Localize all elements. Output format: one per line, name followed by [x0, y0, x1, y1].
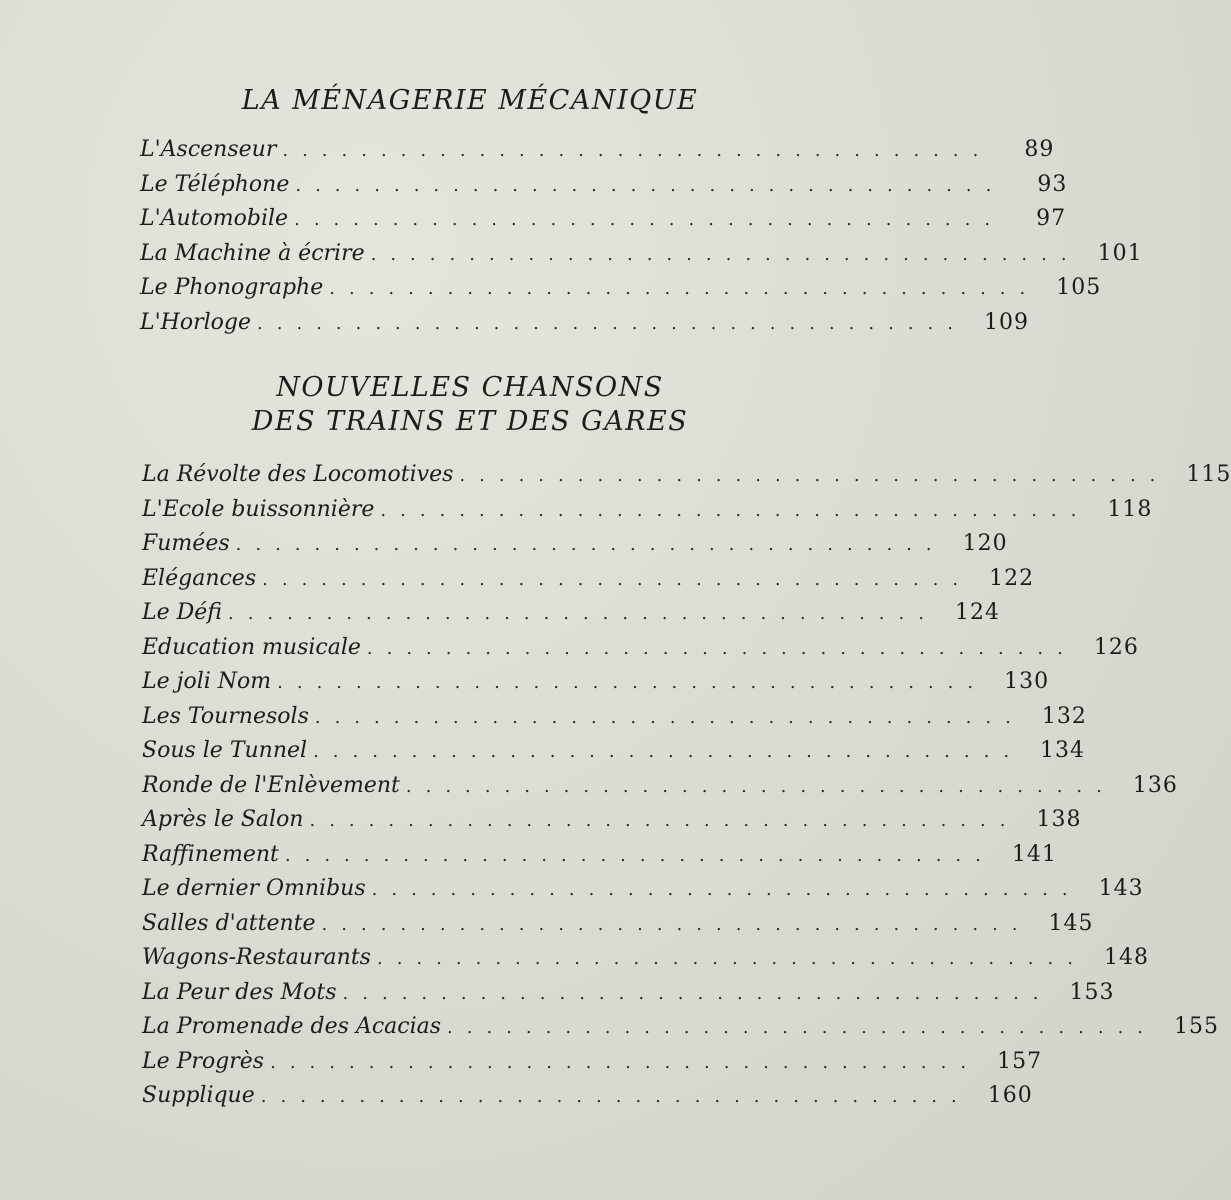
dot-leader: ....................................: [227, 603, 938, 624]
entry-page-number: 118: [1107, 496, 1153, 522]
entry-page-number: 122: [989, 565, 1035, 591]
dot-leader: ....................................: [371, 879, 1082, 900]
dot-leader: ....................................: [284, 844, 995, 866]
section-title-menagerie: [140, 84, 800, 118]
toc-entry[interactable]: [140, 240, 1143, 276]
toc-entry[interactable]: [142, 772, 1178, 808]
entry-title: Education musicale: [142, 634, 361, 660]
entry-title: Elégances: [142, 565, 257, 591]
toc-entry[interactable]: [142, 531, 1008, 566]
entry-page-number: 130: [1004, 669, 1050, 694]
entry-title: L'Ascenseur: [140, 137, 277, 162]
toc-entry[interactable]: [142, 945, 1149, 980]
dot-leader: ....................................: [277, 672, 988, 693]
dot-leader: ....................................: [270, 1051, 981, 1073]
toc-entry[interactable]: [142, 979, 1115, 1015]
toc-entry[interactable]: [142, 910, 1094, 946]
entry-page-number: 109: [983, 309, 1029, 335]
entry-title: Ronde de l'Enlèvement: [142, 772, 400, 798]
section-title-line: NOUVELLES CHANSONS: [276, 372, 664, 403]
entry-title: L'Ecole buissonnière: [142, 496, 375, 522]
entry-title: Les Tournesols: [142, 703, 309, 729]
dot-leader: ....................................: [329, 278, 1040, 299]
entry-title: Le dernier Omnibus: [142, 876, 366, 901]
dot-leader: ....................................: [376, 948, 1087, 969]
dot-leader: ....................................: [282, 140, 993, 161]
dot-leader: ....................................: [314, 706, 1025, 728]
dot-leader: ....................................: [321, 913, 1032, 935]
toc-entry[interactable]: [142, 1048, 1043, 1084]
toc-list-menagerie: [140, 137, 1143, 344]
toc-entry[interactable]: [142, 807, 1082, 842]
toc-entry[interactable]: [142, 565, 1035, 601]
section-title-line: DES TRAINS ET DES GARES: [251, 406, 689, 437]
dot-leader: ....................................: [459, 465, 1170, 486]
section-title-chansons: [140, 371, 800, 439]
entry-title: Supplique: [142, 1083, 255, 1108]
entry-title: Le joli Nom: [142, 669, 272, 694]
entry-title: Le Phonographe: [140, 275, 324, 300]
toc-entry[interactable]: [140, 206, 1067, 241]
entry-page-number: 145: [1048, 910, 1094, 936]
dot-leader: ....................................: [405, 775, 1116, 797]
entry-title: La Promenade des Acacias: [142, 1014, 442, 1039]
entry-title: Salles d'attente: [142, 910, 316, 936]
entry-page-number: 143: [1098, 876, 1144, 901]
dot-leader: ....................................: [313, 741, 1024, 762]
entry-page-number: 138: [1036, 807, 1082, 832]
toc-entry[interactable]: [142, 841, 1057, 877]
entry-title: Après le Salon: [142, 807, 304, 832]
entry-title: L'Horloge: [140, 309, 251, 335]
toc-entry[interactable]: [140, 137, 1055, 172]
dot-leader: ....................................: [257, 312, 967, 334]
entry-page-number: 120: [962, 531, 1008, 556]
toc-entry[interactable]: [140, 171, 1068, 207]
toc-entry[interactable]: [142, 703, 1087, 739]
entry-page-number: 134: [1040, 738, 1086, 763]
entry-page-number: 148: [1103, 945, 1149, 970]
entry-page-number: 124: [954, 600, 1000, 625]
toc-list-chansons: [142, 462, 1231, 1118]
toc-entry[interactable]: [142, 876, 1144, 911]
dot-leader: ....................................: [309, 810, 1020, 831]
entry-page-number: 105: [1056, 275, 1102, 300]
toc-entry[interactable]: [140, 309, 1029, 345]
toc-entry[interactable]: [142, 669, 1050, 704]
entry-title: Le Défi: [142, 600, 222, 625]
entry-title: La Peur des Mots: [142, 979, 337, 1005]
dot-leader: ....................................: [366, 637, 1077, 659]
entry-page-number: 155: [1174, 1014, 1220, 1039]
dot-leader: ....................................: [447, 1017, 1158, 1038]
entry-title: Wagons-Restaurants: [142, 945, 371, 970]
entry-title: Raffinement: [142, 841, 279, 867]
entry-page-number: 136: [1132, 772, 1178, 798]
section-title-line: LA MÉNAGERIE MÉCANIQUE: [241, 85, 699, 116]
dot-leader: ....................................: [260, 1086, 971, 1107]
entry-title: La Révolte des Locomotives: [142, 462, 454, 487]
dot-leader: ....................................: [370, 243, 1081, 265]
entry-title: La Machine à écrire: [140, 240, 365, 266]
entry-page-number: 153: [1069, 979, 1115, 1005]
toc-entry[interactable]: [140, 275, 1102, 310]
entry-page-number: 126: [1093, 634, 1139, 660]
dot-leader: ....................................: [235, 534, 946, 555]
toc-entry[interactable]: [142, 1083, 1033, 1118]
dot-leader: ....................................: [294, 209, 1005, 230]
entry-title: Le Téléphone: [140, 171, 290, 197]
dot-leader: ....................................: [342, 982, 1053, 1004]
entry-page-number: 141: [1011, 841, 1057, 867]
entry-title: Sous le Tunnel: [142, 738, 308, 763]
entry-page-number: 93: [1037, 171, 1068, 197]
entry-page-number: 132: [1041, 703, 1087, 729]
entry-page-number: 160: [987, 1083, 1033, 1108]
dot-leader: ....................................: [295, 174, 1006, 196]
toc-entry[interactable]: [142, 462, 1231, 497]
dot-leader: ....................................: [262, 568, 973, 590]
toc-entry[interactable]: [142, 1014, 1220, 1049]
toc-entry[interactable]: [142, 496, 1153, 532]
toc-entry[interactable]: [142, 600, 1000, 635]
dot-leader: ....................................: [380, 499, 1091, 521]
entry-title: Le Progrès: [142, 1048, 265, 1074]
entry-page-number: 101: [1097, 240, 1143, 266]
entry-page-number: 115: [1186, 462, 1231, 487]
toc-entry[interactable]: [142, 634, 1139, 670]
entry-title: L'Automobile: [140, 206, 289, 231]
entry-page-number: 89: [1024, 137, 1055, 162]
entry-title: Fumées: [142, 531, 230, 556]
entry-page-number: 157: [997, 1048, 1043, 1074]
entry-page-number: 97: [1036, 206, 1067, 231]
toc-entry[interactable]: [142, 738, 1086, 773]
